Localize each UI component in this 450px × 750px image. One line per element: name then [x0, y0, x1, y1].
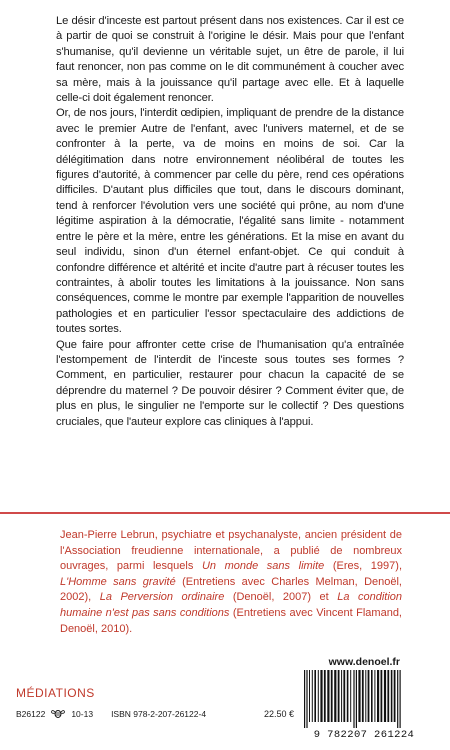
bio-title-1: Un monde sans limite [201, 560, 325, 573]
bio-title-3: La Perversion ordinaire [99, 591, 225, 604]
bio-title-2: L'Homme sans gravité [60, 575, 176, 588]
barcode-icon [300, 670, 428, 728]
synopsis-paragraph-1: Le désir d'inceste est partout présent dans nos existences. Car il est ce à partir de quoi se construit à l'origine le désir. Mais pour que l'enfant s'humanise, qu'il devienne un véritable sujet, un être de parole, il lui faut renoncer, non pas comme on le dit communément à coucher avec sa mère, mais à la jouissance qu'il partage avec elle. Et à laquelle celle-ci doit également renoncer. [56, 15, 404, 105]
synopsis-paragraph-2: Or, de nos jours, l'interdit œdipien, impliquant de prendre de la distance avec le premier Autre de l'enfant, avec l'univers maternel, et de se confronter à la perte, va de moins en moins de soi. Car la délégitimation dans notre environnement néolibéral de toutes les figures d'autorité, à commencer par celle du père, rend ces opérations difficiles. D'autant plus difficiles que tout, dans le discours dominant, tend à renforcer l'évolution vers une société qui prône, au nom d'une légitime aspiration à la démocratie, l'égalité sans limite - notamment entre le père et la mère, entre les générations. Et la mise en avant du seul individu, sinon d'un éternel enfant-objet. Ce qui conduit à confondre différence et altérité et incite d'autre part à récuser toutes les contraintes, à abolir toutes les limitations à la jouissance. Non sans conséquences, comme le montre par exemple l'apparition de nouvelles pathologies et en particulier l'essor spectaculaire des addictions de toutes sortes. [56, 107, 404, 336]
divider-rule [0, 512, 450, 514]
price: 22.50 € [264, 709, 295, 719]
barcode-number: 9 782207 261224 [313, 729, 415, 741]
synopsis-text [56, 14, 404, 430]
publisher-logo-icon [51, 709, 65, 719]
ref-code: B26122 [16, 709, 46, 719]
isbn: ISBN 978-2-207-26122-4 [111, 709, 207, 719]
bio-text-4: (Denoël, 2007) et [224, 591, 338, 604]
bio-text-5: (Entretiens avec Vincent Flamand, Denoël, 2010). [60, 606, 402, 635]
synopsis-paragraph-3: Que faire pour affronter cette crise de l'humanisation qu'a entraînée l'estompement de l'interdit de l'inceste sous toutes ses formes ? Comment, en particulier, restaurer pour chacun la capacité de se déprendre du maternel ? De pouvoir désirer ? Comment éviter que, de plus en plus, le singulier ne l'emporte sur le collectif ? Des questions cruciales, que l'auteur explore cas cliniques à l'appui. [56, 338, 404, 428]
bio-text-3: (Entretiens avec Charles Melman, Denoël, 2002), [60, 575, 402, 604]
bio-text-1: Jean-Pierre Lebrun, psychiatre et psychanalyste, ancien président de l'Association freudienne internationale, a publié de nombreux ouvrages, parmi lesquels [60, 529, 402, 573]
author-bio [60, 528, 402, 637]
reference-line [16, 709, 206, 719]
publisher-website: www.denoel.fr [328, 656, 400, 668]
bio-title-4: La condition humaine n'est pas sans conditions [60, 591, 403, 619]
bio-text-2: (Eres, 1997), [324, 560, 402, 573]
collection-name: MÉDIATIONS [16, 686, 95, 700]
ref-date: 10-13 [71, 709, 94, 719]
